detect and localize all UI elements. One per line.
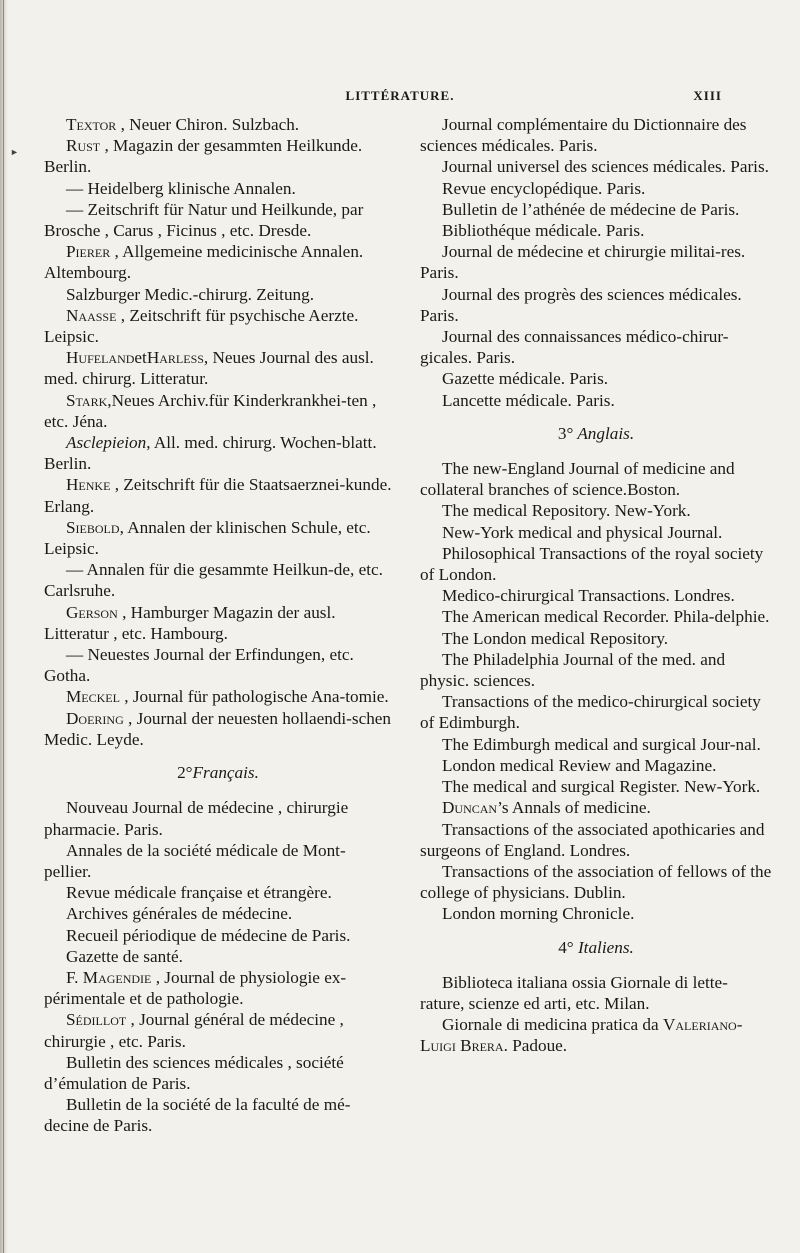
entry-text: , Hamburger Magazin der ausl. Litteratur , etc. Hambourg. (44, 602, 336, 643)
entry-text: Medico-chirurgical Transactions. Londres. (442, 586, 735, 606)
entry-author: Sédillot (66, 1010, 127, 1030)
entry-author: Pierer (66, 242, 111, 262)
list-item (420, 861, 772, 903)
list-item (44, 903, 392, 924)
section-number: 4° (558, 937, 574, 957)
list-item (420, 903, 772, 924)
entry-text: Nouveau Journal de médecine , chirurgie pharmacie. Paris. (44, 798, 349, 839)
entry-text: The Edimburgh medical and surgical Jour-nal. (442, 734, 761, 754)
list-item (420, 458, 772, 500)
entry-text: , Journal der neuesten hollaendi-schen Medic. Leyde. (44, 708, 392, 749)
list-item (420, 972, 772, 1014)
entries-anglais (420, 458, 772, 924)
list-item (420, 776, 772, 797)
list-item (44, 474, 392, 516)
section-number: 3° (557, 423, 574, 443)
entry-prefix: F. (66, 967, 83, 987)
entry-text: Journal complémentaire du Dictionnaire des sciences médicales. Paris. (420, 115, 747, 156)
list-item (420, 755, 772, 776)
entry-author: Henke (66, 475, 111, 495)
entry-text: Journal universel des sciences médicales. Paris. (442, 157, 769, 177)
list-item (420, 628, 772, 649)
section-heading-anglais (420, 423, 772, 444)
list-item (420, 241, 772, 283)
list-item (44, 284, 392, 305)
entry-author: Stark (66, 390, 108, 410)
entry-author: Harless (146, 348, 204, 368)
entry-author: Rust (66, 136, 101, 156)
left-column (44, 114, 392, 1137)
entries-german (44, 114, 392, 750)
entry-text: , All. med. chirurg. Wochen-blatt. Berlin. (44, 433, 377, 474)
entry-author: Valeriano-Luigi Brera (420, 1015, 743, 1056)
list-item (44, 199, 392, 241)
entry-text: , Journal de physiologie ex-périmentale et de pathologie. (44, 967, 347, 1009)
list-item (44, 305, 392, 347)
entries-francais-continued (420, 114, 772, 411)
entries-francais (44, 797, 392, 1136)
list-item (44, 390, 392, 432)
page-binding-edge (0, 0, 8, 1253)
entry-text: ’s Annals of medicine. (497, 798, 651, 818)
entry-text: Lancette médicale. Paris. (442, 390, 615, 410)
entry-text: London morning Chronicle. (442, 904, 635, 924)
entry-author: Textor (66, 115, 117, 134)
entry-text: , Zeitschrift für psychische Aerzte. Leipsic. (44, 305, 359, 347)
entry-text: — Zeitschrift für Natur und Heilkunde, par Brosche , Carus , Ficinus , etc. Dresde. (44, 199, 364, 241)
list-item (420, 543, 772, 585)
entry-text: Bulletin de la société de la faculté de mé-decine de Paris. (44, 1095, 351, 1136)
list-item (44, 114, 392, 135)
entry-text: Bulletin de l’athénée de médecine de Paris. (442, 199, 740, 219)
list-item (420, 606, 772, 627)
list-item (44, 432, 392, 474)
list-item (44, 241, 392, 283)
entry-text: Journal de médecine et chirurgie militai-res. Paris. (420, 242, 746, 283)
entry-text: , Neues Journal des ausl. med. chirurg. Litteratur. (44, 348, 374, 389)
list-item (420, 500, 772, 521)
entry-text: London medical Review and Magazine. (442, 755, 717, 775)
list-item (44, 708, 392, 750)
entry-text: , Allgemeine medicinische Annalen. Altembourg. (44, 242, 364, 283)
entry-author: Magendie (82, 967, 152, 987)
section-heading-italiens (420, 937, 772, 958)
list-item (420, 284, 772, 326)
entry-text: The medical and surgical Register. New-York. (442, 777, 761, 797)
entry-text: The medical Repository. New-York. (442, 501, 691, 521)
entry-text: — Annalen für die gesammte Heilkun-de, etc. Carlsruhe. (44, 560, 383, 601)
entry-text: New-York medical and physical Journal. (442, 522, 723, 542)
list-item (44, 1052, 392, 1094)
entry-text: , Annalen der klinischen Schule, etc. Leipsic. (44, 517, 371, 559)
entry-text: Gazette de santé. (66, 946, 183, 966)
entry-text: , Journal für pathologische Ana-tomie. (119, 687, 389, 707)
list-item (420, 691, 772, 733)
list-item (420, 649, 772, 691)
entry-text: Journal des progrès des sciences médicales. Paris. (420, 284, 742, 325)
list-item (420, 368, 772, 389)
entry-text: , Journal général de médecine , chirurgie , etc. Paris. (44, 1010, 344, 1051)
entry-text: The new-England Journal of medicine and collateral branches of science.Boston. (420, 459, 735, 500)
entry-text: — Heidelberg klinische Annalen. (66, 178, 296, 198)
entry-text: Revue médicale française et étrangère. (66, 883, 332, 903)
entry-author: Hufeland (66, 348, 135, 368)
entry-italic-title: Asclepieion (66, 433, 147, 453)
section-title: Italiens. (577, 937, 634, 957)
section-title: Anglais. (577, 423, 635, 443)
margin-mark: ► (10, 147, 19, 157)
entry-text: Recueil périodique de médecine de Paris. (66, 925, 351, 945)
list-item (44, 517, 392, 559)
list-item (44, 135, 392, 177)
section-heading-francais (44, 762, 392, 783)
entry-text: , Zeitschrift für die Staatsaerznei-kunde. Erlang. (44, 475, 392, 516)
entry-text: Transactions of the association of fellows of the college of physicians. Dublin. (420, 861, 772, 903)
entry-author: Duncan (442, 798, 498, 818)
list-item (44, 347, 392, 389)
list-item (420, 178, 772, 199)
list-item (44, 882, 392, 903)
list-item (420, 819, 772, 861)
entry-text: The Philadelphia Journal of the med. and physic. sciences. (420, 649, 726, 691)
entry-text: Journal des connaissances médico-chirur-gicales. Paris. (420, 327, 729, 368)
entry-text: Bibliothéque médicale. Paris. (442, 221, 645, 241)
entry-text: Archives générales de médecine. (66, 904, 293, 924)
list-item (44, 946, 392, 967)
entry-text: Revue encyclopédique. Paris. (442, 178, 646, 198)
entry-text: Giornale di medicina pratica da (442, 1015, 663, 1035)
entry-text: Transactions of the medico-chirurgical society of Edimburgh. (420, 692, 761, 733)
list-item (420, 220, 772, 241)
list-item (420, 797, 772, 818)
entry-text: Salzburger Medic.-chirurg. Zeitung. (66, 284, 315, 304)
list-item (420, 390, 772, 411)
list-item (420, 585, 772, 606)
entry-text: ,Neues Archiv.für Kinderkrankhei-ten , etc. Jéna. (44, 390, 377, 431)
list-item (420, 199, 772, 220)
entry-author: Naasse (66, 305, 117, 325)
list-item (44, 686, 392, 707)
section-title: Français. (192, 763, 259, 783)
entry-text: , Neuer Chiron. Sulzbach. (116, 115, 300, 134)
list-item (420, 326, 772, 368)
page-number: XIII (693, 88, 722, 103)
entry-text: Bulletin des sciences médicales , société d’émulation de Paris. (44, 1052, 344, 1093)
list-item (420, 734, 772, 755)
list-item (44, 1009, 392, 1051)
list-item (44, 797, 392, 839)
entry-text: , Magazin der gesammten Heilkunde. Berlin. (44, 136, 363, 177)
list-item (44, 644, 392, 686)
entry-text: Philosophical Transactions of the royal society of London. (420, 543, 764, 585)
list-item (44, 840, 392, 882)
entry-text: . Padoue. (503, 1036, 568, 1056)
entry-text: et (134, 348, 147, 368)
list-item (420, 114, 772, 156)
list-item (44, 1094, 392, 1136)
entry-text: The American medical Recorder. Phila-delphie. (442, 607, 770, 627)
list-item (420, 1014, 772, 1056)
entry-text: The London medical Repository. (442, 628, 669, 648)
entry-author: Siebold (66, 517, 120, 537)
list-item (420, 522, 772, 543)
list-item (44, 967, 392, 1009)
entry-author: Gerson (66, 602, 118, 622)
list-item (44, 925, 392, 946)
entry-author: Meckel (66, 687, 120, 707)
right-column (420, 114, 772, 1057)
entry-text: — Neuestes Journal der Erfindungen, etc. Gotha. (44, 645, 354, 686)
entry-text: Gazette médicale. Paris. (442, 369, 609, 389)
list-item (44, 559, 392, 601)
list-item (420, 156, 772, 177)
entry-author: Doering (66, 708, 124, 728)
running-head-title: LITTÉRATURE. (345, 88, 455, 103)
entry-text: Biblioteca italiana ossia Giornale di lette-rature, scienze ed arti, etc. Milan. (420, 972, 728, 1013)
entry-text: Transactions of the associated apothicaries and surgeons of England. Londres. (420, 819, 765, 860)
entry-text: Annales de la société médicale de Mont-pellier. (44, 840, 346, 881)
section-number: 2° (177, 763, 193, 783)
list-item (44, 602, 392, 644)
running-head (0, 88, 800, 108)
entries-italiens (420, 972, 772, 1057)
list-item (44, 178, 392, 199)
